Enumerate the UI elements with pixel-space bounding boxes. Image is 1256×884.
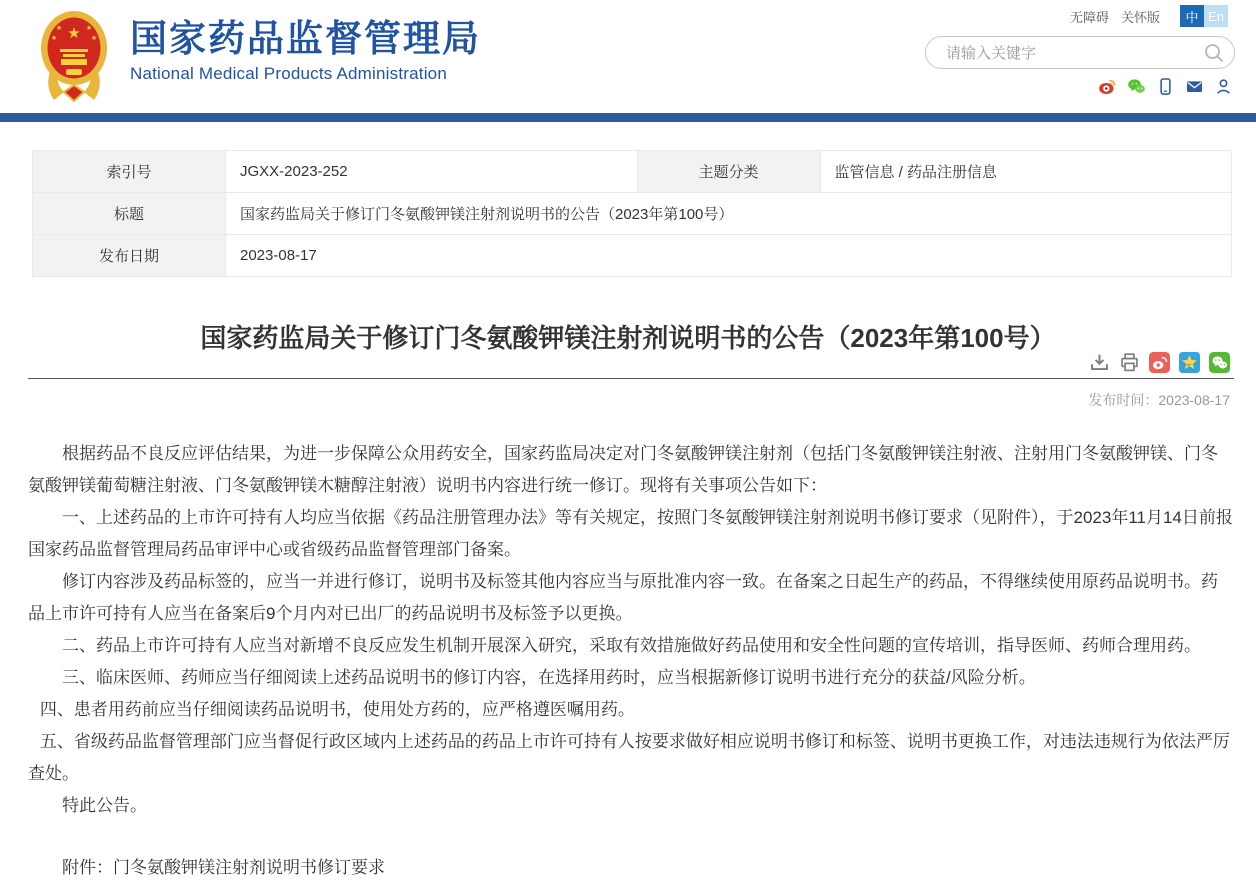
site-title-block	[130, 18, 481, 84]
search-input[interactable]	[944, 38, 1198, 69]
svg-text:★: ★	[67, 25, 81, 42]
header-divider-bar	[0, 113, 1256, 122]
site-name-en: National Medical Products Administration	[130, 63, 447, 83]
search-icon[interactable]	[1202, 41, 1226, 65]
paragraph: 三、临床医师、药师应当仔细阅读上述药品说明书的修订内容，在选择用药时，应当根据新修订说明书进行充分的获益/风险分析。	[62, 668, 1036, 687]
lang-zh-button[interactable]: 中	[1180, 5, 1204, 27]
language-switcher	[1180, 5, 1228, 27]
table-row	[33, 193, 1232, 235]
accessibility-link[interactable]: 无障碍	[1069, 9, 1109, 25]
top-utility-links	[1070, 5, 1228, 27]
site-search	[925, 36, 1235, 69]
publish-time-value: 2023-08-17	[1158, 392, 1230, 408]
svg-text:★: ★	[90, 35, 98, 42]
category-label: 主题分类	[637, 151, 820, 193]
paragraph: 特此公告。	[62, 796, 147, 815]
print-icon[interactable]	[1119, 352, 1140, 373]
paragraph: 五、省级药品监督管理部门应当督促行政区域内上述药品的药品上市许可持有人按要求做好相应说明书修订和标签、说明书更换工作，对违法违规行为依法严厉查处。	[28, 732, 1230, 783]
svg-text:★: ★	[55, 25, 63, 32]
attachment-line	[28, 852, 1234, 884]
care-mode-link[interactable]: 关怀版	[1120, 9, 1160, 25]
date-label: 发布日期	[33, 235, 226, 277]
table-row	[33, 151, 1232, 193]
lang-en-button[interactable]: En	[1204, 5, 1228, 27]
mobile-icon[interactable]	[1156, 77, 1175, 96]
title-value: 国家药监局关于修订门冬氨酸钾镁注射剂说明书的公告（2023年第100号）	[226, 193, 1232, 235]
svg-text:★: ★	[50, 35, 58, 42]
user-icon[interactable]	[1214, 77, 1233, 96]
paragraph: 四、患者用药前应当仔细阅读药品说明书，使用处方药的，应严格遵医嘱用药。	[39, 700, 635, 719]
index-value: JGXX-2023-252	[226, 151, 638, 193]
date-value: 2023-08-17	[226, 235, 1232, 277]
category-value: 监管信息 / 药品注册信息	[820, 151, 1232, 193]
attachment-label: 附件：	[62, 858, 113, 877]
title-label: 标题	[33, 193, 226, 235]
download-icon[interactable]	[1089, 352, 1110, 373]
paragraph: 二、药品上市许可持有人应当对新增不良反应发生机制开展深入研究，采取有效措施做好药品使用和安全性问题的宣传培训，指导医师、药师合理用药。	[62, 636, 1201, 655]
paragraph: 修订内容涉及药品标签的，应当一并进行修订，说明书及标签其他内容应当与原批准内容一致。在备案之日起生产的药品，不得继续使用原药品说明书。药品上市许可持有人应当在备案后9个月内对已出厂的药品说明书及标签予以更换。	[28, 572, 1218, 623]
title-divider	[28, 378, 1234, 379]
svg-text:★: ★	[85, 25, 93, 32]
attachment-link[interactable]: 门冬氨酸钾镁注射剂说明书修订要求	[113, 858, 385, 877]
page-title: 国家药监局关于修订门冬氨酸钾镁注射剂说明书的公告（2023年第100号）	[200, 323, 1056, 354]
share-weibo-icon[interactable]	[1149, 352, 1170, 373]
mail-icon[interactable]	[1185, 77, 1204, 96]
table-row	[33, 235, 1232, 277]
header-social-icons	[1098, 77, 1233, 96]
publish-time-label: 发布时间：	[1088, 392, 1159, 408]
document-action-bar	[1089, 352, 1230, 373]
share-wechat-icon[interactable]	[1209, 352, 1230, 373]
paragraph: 一、上述药品的上市许可持有人均应当依据《药品注册管理办法》等有关规定，按照门冬氨酸钾镁注射剂说明书修订要求（见附件），于2023年11月14日前报国家药品监督管理局药品审评中心或省级药品监督管理部门备案。	[28, 508, 1233, 559]
weibo-icon[interactable]	[1098, 77, 1117, 96]
site-name-zh: 国家药品监督管理局	[130, 18, 481, 59]
article-body	[28, 438, 1234, 884]
index-label: 索引号	[33, 151, 226, 193]
national-emblem-logo	[40, 8, 108, 102]
wechat-icon[interactable]	[1127, 77, 1146, 96]
share-qzone-icon[interactable]	[1179, 352, 1200, 373]
document-info-table	[32, 150, 1232, 277]
paragraph: 根据药品不良反应评估结果，为进一步保障公众用药安全，国家药监局决定对门冬氨酸钾镁注射剂（包括门冬氨酸钾镁注射液、注射用门冬氨酸钾镁、门冬氨酸钾镁葡萄糖注射液、门冬氨酸钾镁木糖醇注射液）说明书内容进行统一修订。现将有关事项公告如下：	[28, 444, 1218, 495]
site-header	[0, 0, 1256, 113]
publish-time	[1088, 390, 1230, 410]
